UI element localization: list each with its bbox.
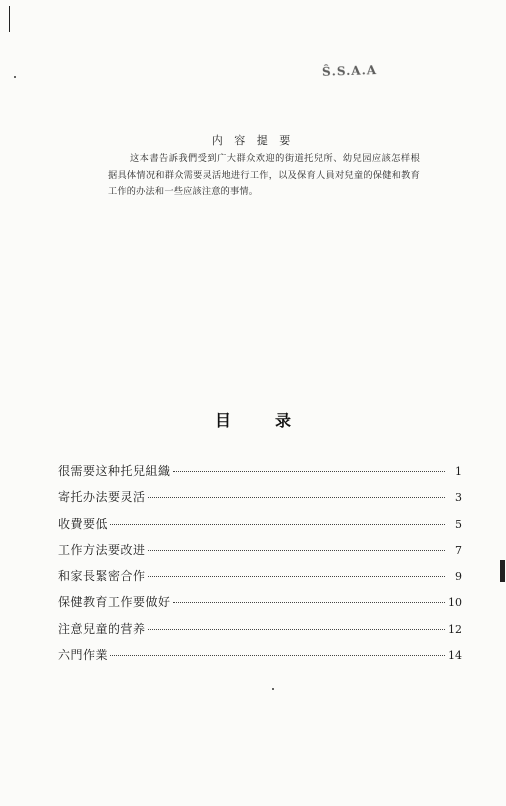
summary-title: 内 容 提 要 [211, 134, 295, 147]
toc-entry-page: 12 [448, 622, 462, 636]
scan-mark-top-left [9, 6, 10, 32]
toc-entry-page: 10 [448, 596, 462, 610]
toc-entry-label: 注意兒童的营养 [58, 621, 146, 636]
toc-entry-label: 保健教育工作要做好 [58, 595, 171, 610]
dot-leader [148, 550, 445, 551]
toc-entry[interactable] [58, 646, 462, 672]
dot-leader [173, 602, 445, 603]
toc-entry[interactable] [58, 567, 462, 593]
dot-leader [148, 497, 445, 498]
toc-entry-label: 六門作業 [58, 648, 109, 663]
toc-entry-label: 和家長緊密合作 [58, 569, 146, 584]
dot-leader [173, 471, 445, 472]
toc-entry-page: 1 [455, 465, 462, 478]
toc-entry[interactable] [58, 462, 462, 488]
toc-entry[interactable] [58, 488, 462, 514]
scan-speck [272, 688, 274, 690]
dot-leader [148, 576, 445, 577]
dot-leader [110, 655, 445, 656]
toc-entry[interactable] [58, 593, 462, 619]
toc-entry-label: 很需要这种托兒組織 [58, 464, 171, 478]
scan-mark-right-edge [500, 560, 505, 582]
summary-text: 这本書告訴我們受到广大群众欢迎的街道托兒所、幼兒园应該怎样根据具体情况和群众需要灵活地进行工作，以及保育人員对兒童的保健和教育工作的办法和一些应該注意的事情。 [108, 153, 420, 197]
toc-entry-page: 5 [455, 517, 462, 531]
scan-speck [14, 76, 16, 78]
toc-entry[interactable] [58, 541, 462, 567]
toc-entry-label: 工作方法要改进 [58, 542, 146, 557]
toc-entry-label: 寄托办法要灵活 [58, 490, 146, 505]
library-stamp: Ŝ.S.A.A [321, 63, 378, 79]
toc-entry-label: 收費要低 [58, 516, 109, 531]
toc-entry-page: 14 [448, 649, 462, 663]
toc-entry-page: 3 [455, 491, 462, 505]
toc-entry[interactable] [58, 620, 462, 646]
toc-title: 目录 [214, 411, 335, 430]
toc-entry-page: 7 [455, 543, 462, 557]
toc-entry-page: 9 [455, 570, 462, 584]
toc-entry[interactable] [58, 515, 462, 541]
dot-leader [148, 629, 445, 630]
dot-leader [110, 524, 445, 525]
table-of-contents [58, 462, 462, 672]
